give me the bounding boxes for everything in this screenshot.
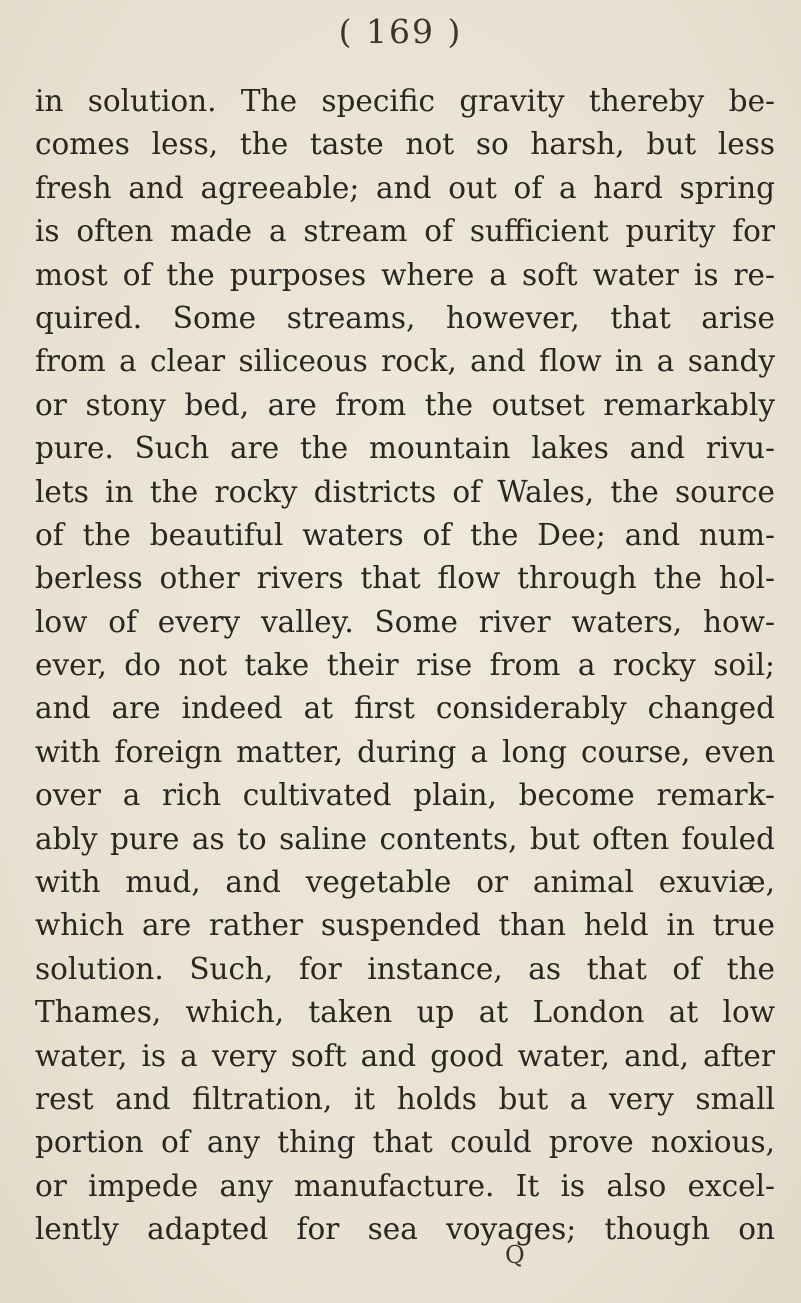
text-line: Thames, which, taken up at London at low	[35, 995, 775, 1030]
text-line: water, is a very soft and good water, and, after	[35, 1038, 775, 1073]
text-line: quired. Some streams, however, that arise	[35, 300, 775, 335]
text-line: from a clear siliceous rock, and flow in a sandy	[35, 344, 775, 379]
text-line: or stony bed, are from the outset remarkably	[35, 387, 775, 422]
text-line: fresh and agreeable; and out of a hard spring	[35, 170, 775, 205]
text-line: or impede any manufacture. It is also excel-	[35, 1168, 775, 1203]
text-line: lently adapted for sea voyages; though on	[35, 1212, 775, 1247]
text-line: and are indeed at first considerably changed	[35, 691, 775, 726]
text-line: pure. Such are the mountain lakes and rivu-	[35, 431, 775, 466]
text-line: in solution. The specific gravity thereby be-	[35, 84, 775, 118]
text-line: comes less, the taste not so harsh, but less	[35, 127, 775, 162]
text-line: solution. Such, for instance, as that of the	[35, 951, 775, 986]
text-line: most of the purposes where a soft water is re-	[35, 257, 775, 292]
page-number: ( 169 )	[338, 12, 463, 51]
text-line: lets in the rocky districts of Wales, the source	[35, 474, 775, 509]
text-line: with foreign matter, during a long course, even	[35, 734, 775, 769]
text-line: ever, do not take their rise from a rocky soil;	[35, 648, 775, 683]
signature-mark: Q	[505, 1241, 525, 1269]
text-line: low of every valley. Some river waters, how-	[35, 604, 775, 639]
text-line: which are rather suspended than held in true	[35, 908, 775, 943]
text-line: is often made a stream of sufficient purity for	[35, 214, 775, 249]
text-line: rest and filtration, it holds but a very small	[35, 1081, 775, 1116]
text-line: over a rich cultivated plain, become remark-	[35, 778, 775, 813]
body-text	[35, 80, 775, 1252]
text-line: portion of any thing that could prove noxious,	[35, 1125, 775, 1160]
text-line: of the beautiful waters of the Dee; and num-	[35, 517, 775, 552]
text-line: ably pure as to saline contents, but often fouled	[35, 821, 775, 856]
text-line: with mud, and vegetable or animal exuviæ,	[35, 865, 775, 900]
text-line: berless other rivers that flow through the hol-	[35, 561, 775, 596]
